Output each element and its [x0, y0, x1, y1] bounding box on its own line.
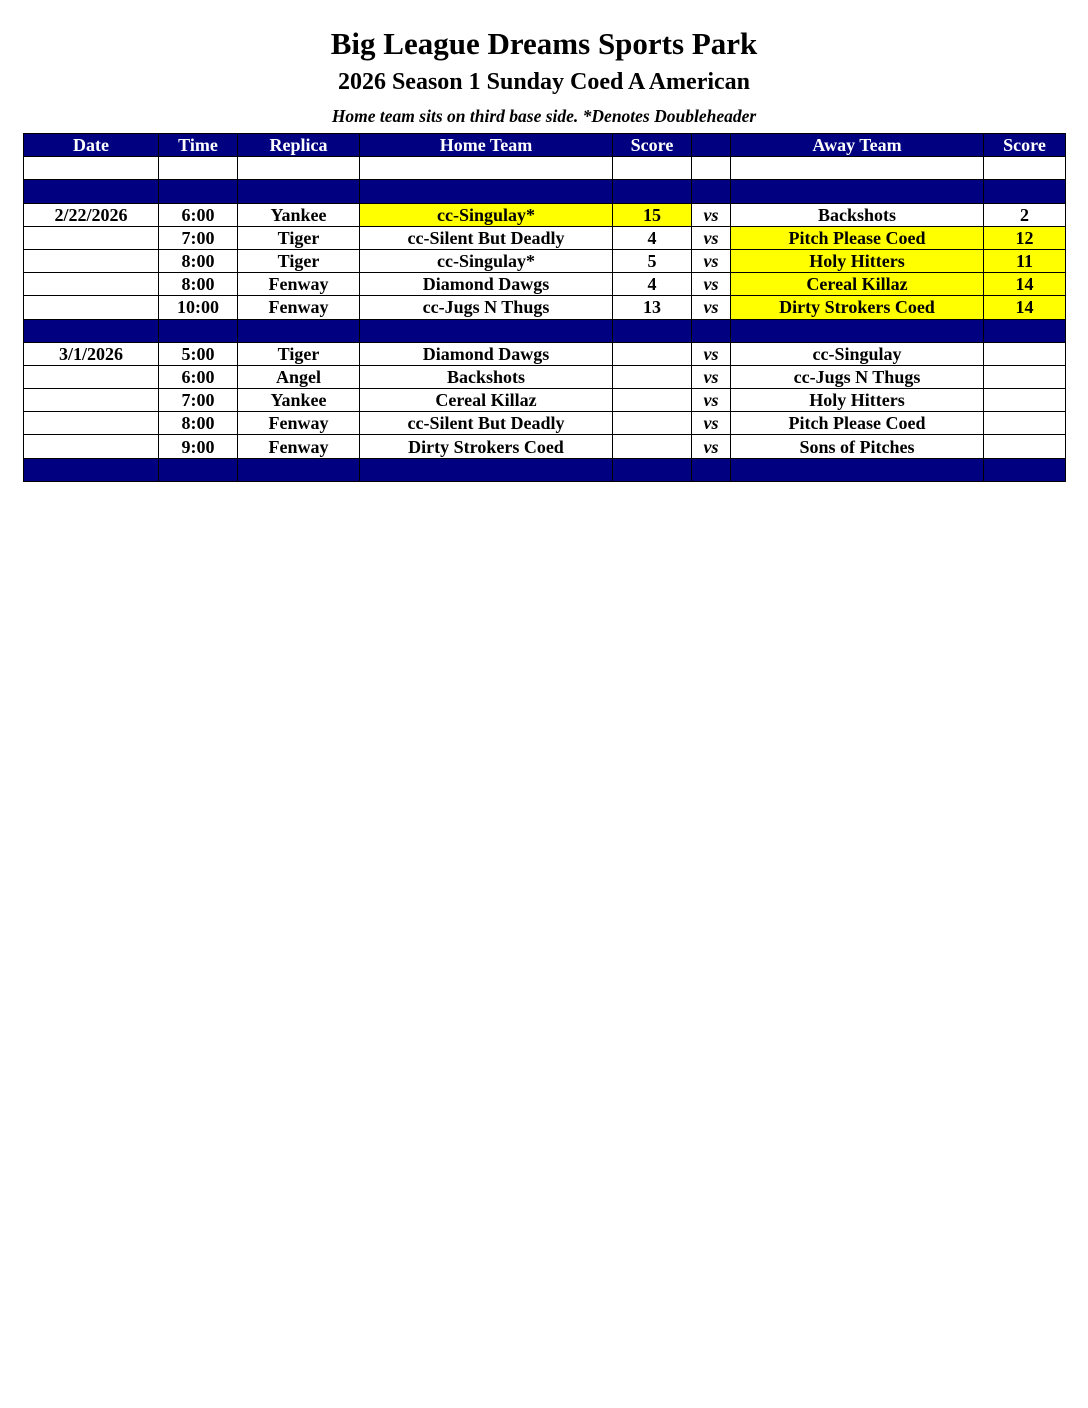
game-time: 6:00 [159, 203, 238, 226]
game-time: 5:00 [159, 342, 238, 365]
game-date [24, 365, 159, 388]
game-time: 8:00 [159, 273, 238, 296]
separator-band [24, 458, 1066, 481]
column-header-vs [692, 134, 731, 157]
column-header-away-team: Away Team [731, 134, 984, 157]
away-team: cc-Singulay [731, 342, 984, 365]
game-date [24, 249, 159, 272]
home-score [613, 412, 692, 435]
vs-label: vs [692, 273, 731, 296]
game-replica: Fenway [238, 273, 360, 296]
away-score [984, 412, 1066, 435]
home-score: 15 [613, 203, 692, 226]
away-score [984, 365, 1066, 388]
schedule-table [23, 133, 1066, 482]
game-time: 7:00 [159, 226, 238, 249]
table-row [24, 389, 1066, 412]
home-score: 13 [613, 296, 692, 319]
vs-label: vs [692, 435, 731, 458]
game-time: 8:00 [159, 412, 238, 435]
table-row [24, 342, 1066, 365]
game-date [24, 389, 159, 412]
game-replica: Tiger [238, 249, 360, 272]
home-score [613, 365, 692, 388]
table-row [24, 203, 1066, 226]
empty-row [24, 157, 1066, 180]
home-team: cc-Singulay* [360, 203, 613, 226]
home-score: 4 [613, 273, 692, 296]
game-date [24, 435, 159, 458]
vs-label: vs [692, 226, 731, 249]
column-header-time: Time [159, 134, 238, 157]
game-replica: Tiger [238, 342, 360, 365]
page-title: Big League Dreams Sports Park [330, 26, 758, 61]
separator-band [24, 319, 1066, 342]
game-date: 3/1/2026 [24, 342, 159, 365]
vs-label: vs [692, 203, 731, 226]
away-team: Pitch Please Coed [731, 226, 984, 249]
game-replica: Tiger [238, 226, 360, 249]
vs-label: vs [692, 342, 731, 365]
away-team: cc-Jugs N Thugs [731, 365, 984, 388]
away-score: 14 [984, 273, 1066, 296]
away-team: Holy Hitters [731, 389, 984, 412]
home-score [613, 342, 692, 365]
away-score: 11 [984, 249, 1066, 272]
home-team: cc-Silent But Deadly [360, 226, 613, 249]
vs-label: vs [692, 389, 731, 412]
away-score: 2 [984, 203, 1066, 226]
table-row [24, 296, 1066, 319]
column-header-date: Date [24, 134, 159, 157]
table-row [24, 435, 1066, 458]
game-replica: Fenway [238, 435, 360, 458]
away-score [984, 435, 1066, 458]
column-header-home-score: Score [613, 134, 692, 157]
game-date [24, 273, 159, 296]
game-replica: Fenway [238, 412, 360, 435]
game-replica: Fenway [238, 296, 360, 319]
home-team: cc-Singulay* [360, 249, 613, 272]
vs-label: vs [692, 249, 731, 272]
game-date [24, 226, 159, 249]
game-date [24, 412, 159, 435]
game-replica: Yankee [238, 389, 360, 412]
away-team: Pitch Please Coed [731, 412, 984, 435]
game-date [24, 296, 159, 319]
home-team: Cereal Killaz [360, 389, 613, 412]
home-team: cc-Jugs N Thugs [360, 296, 613, 319]
table-row [24, 226, 1066, 249]
column-header-away-score: Score [984, 134, 1066, 157]
game-time: 9:00 [159, 435, 238, 458]
vs-label: vs [692, 412, 731, 435]
separator-band [24, 180, 1066, 203]
home-score: 5 [613, 249, 692, 272]
table-row [24, 412, 1066, 435]
home-team: cc-Silent But Deadly [360, 412, 613, 435]
home-score [613, 389, 692, 412]
away-score: 12 [984, 226, 1066, 249]
away-team: Cereal Killaz [731, 273, 984, 296]
away-score: 14 [984, 296, 1066, 319]
away-team: Backshots [731, 203, 984, 226]
home-team: Dirty Strokers Coed [360, 435, 613, 458]
home-team: Diamond Dawgs [360, 342, 613, 365]
away-team: Dirty Strokers Coed [731, 296, 984, 319]
vs-label: vs [692, 296, 731, 319]
table-header-row [24, 134, 1066, 157]
away-score [984, 342, 1066, 365]
game-replica: Angel [238, 365, 360, 388]
home-score [613, 435, 692, 458]
game-time: 6:00 [159, 365, 238, 388]
table-row [24, 365, 1066, 388]
schedule-note: Home team sits on third base side. *Denotes Doubleheader [331, 106, 757, 126]
game-replica: Yankee [238, 203, 360, 226]
away-score [984, 389, 1066, 412]
home-score: 4 [613, 226, 692, 249]
away-team: Sons of Pitches [731, 435, 984, 458]
column-header-home-team: Home Team [360, 134, 613, 157]
table-row [24, 249, 1066, 272]
away-team: Holy Hitters [731, 249, 984, 272]
game-time: 10:00 [159, 296, 238, 319]
home-team: Diamond Dawgs [360, 273, 613, 296]
table-row [24, 273, 1066, 296]
column-header-replica: Replica [238, 134, 360, 157]
game-date: 2/22/2026 [24, 203, 159, 226]
vs-label: vs [692, 365, 731, 388]
page-subtitle: 2026 Season 1 Sunday Coed A American [337, 69, 751, 95]
game-time: 8:00 [159, 249, 238, 272]
game-time: 7:00 [159, 389, 238, 412]
home-team: Backshots [360, 365, 613, 388]
